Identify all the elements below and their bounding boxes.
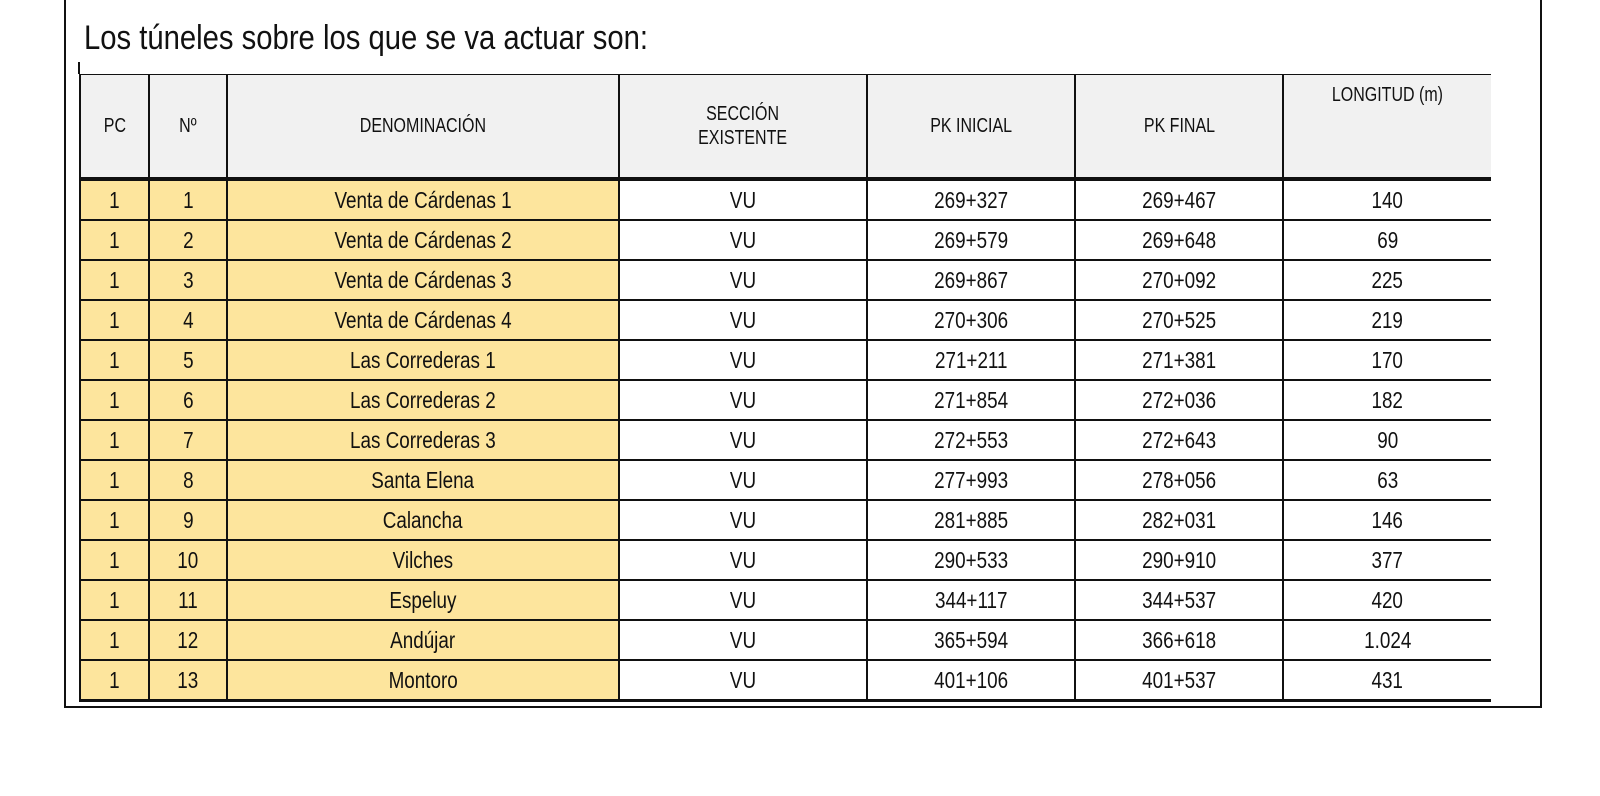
table-row [80, 179, 1491, 220]
cell-longitud: 140 [1283, 179, 1491, 220]
cell-longitud: 1.024 [1283, 620, 1491, 660]
column-header-pk-inicial: PK INICIAL [867, 75, 1075, 180]
cell-pk-final: 401+537 [1075, 660, 1283, 701]
cell-pk-inicial: 269+327 [867, 179, 1075, 220]
table-header-row [80, 75, 1491, 180]
cell-pk-inicial: 344+117 [867, 580, 1075, 620]
cell-pk-final: 290+910 [1075, 540, 1283, 580]
cell-pc: 1 [80, 540, 149, 580]
column-header-longitud: LONGITUD (m) [1283, 75, 1491, 180]
section-heading: Los túneles sobre los que se va actuar son: [84, 19, 649, 57]
cell-num: 1 [149, 179, 227, 220]
cell-longitud: 69 [1283, 220, 1491, 260]
column-header-pk-final: PK FINAL [1075, 75, 1283, 180]
column-header-pc: PC [80, 75, 149, 180]
cell-denominacion: Las Correderas 3 [227, 420, 619, 460]
table-row [80, 340, 1491, 380]
cell-seccion: VU [619, 300, 867, 340]
cell-denominacion: Montoro [227, 660, 619, 701]
cell-pc: 1 [80, 500, 149, 540]
cell-seccion: VU [619, 500, 867, 540]
cell-seccion: VU [619, 460, 867, 500]
cell-longitud: 63 [1283, 460, 1491, 500]
table-row [80, 580, 1491, 620]
cell-longitud: 431 [1283, 660, 1491, 701]
cell-longitud: 170 [1283, 340, 1491, 380]
cell-seccion: VU [619, 380, 867, 420]
cell-longitud: 377 [1283, 540, 1491, 580]
cell-pk-inicial: 271+854 [867, 380, 1075, 420]
cell-pc: 1 [80, 580, 149, 620]
table-row [80, 540, 1491, 580]
cell-denominacion: Las Correderas 2 [227, 380, 619, 420]
cell-seccion: VU [619, 620, 867, 660]
table-row [80, 260, 1491, 300]
cell-pk-inicial: 271+211 [867, 340, 1075, 380]
cell-pc: 1 [80, 620, 149, 660]
cell-pc: 1 [80, 260, 149, 300]
table-row [80, 220, 1491, 260]
cell-pk-final: 269+467 [1075, 179, 1283, 220]
cell-seccion: VU [619, 580, 867, 620]
cell-denominacion: Espeluy [227, 580, 619, 620]
cell-num: 3 [149, 260, 227, 300]
cell-denominacion: Andújar [227, 620, 619, 660]
cell-pk-final: 282+031 [1075, 500, 1283, 540]
cell-num: 5 [149, 340, 227, 380]
table-row [80, 460, 1491, 500]
cell-num: 6 [149, 380, 227, 420]
cell-denominacion: Santa Elena [227, 460, 619, 500]
table-row [80, 620, 1491, 660]
cell-num: 7 [149, 420, 227, 460]
column-header-num: Nº [149, 75, 227, 180]
column-header-seccion: SECCIÓN EXISTENTE [619, 75, 867, 180]
cell-pk-final: 278+056 [1075, 460, 1283, 500]
cell-seccion: VU [619, 660, 867, 701]
cell-seccion: VU [619, 420, 867, 460]
cell-num: 11 [149, 580, 227, 620]
cell-seccion: VU [619, 220, 867, 260]
cell-pc: 1 [80, 660, 149, 701]
cell-denominacion: Vilches [227, 540, 619, 580]
table-row [80, 500, 1491, 540]
cell-seccion: VU [619, 260, 867, 300]
table-row [80, 660, 1491, 701]
table-row [80, 300, 1491, 340]
cell-longitud: 182 [1283, 380, 1491, 420]
cell-pk-inicial: 272+553 [867, 420, 1075, 460]
cell-longitud: 146 [1283, 500, 1491, 540]
cell-pc: 1 [80, 460, 149, 500]
cell-pk-final: 272+643 [1075, 420, 1283, 460]
cell-pc: 1 [80, 179, 149, 220]
cell-num: 13 [149, 660, 227, 701]
cell-pc: 1 [80, 300, 149, 340]
cell-pk-final: 270+525 [1075, 300, 1283, 340]
cell-num: 2 [149, 220, 227, 260]
table-row [80, 380, 1491, 420]
cell-num: 10 [149, 540, 227, 580]
table-body [80, 179, 1491, 701]
cell-pk-inicial: 290+533 [867, 540, 1075, 580]
cell-denominacion: Las Correderas 1 [227, 340, 619, 380]
cell-pk-final: 272+036 [1075, 380, 1283, 420]
cell-pk-final: 366+618 [1075, 620, 1283, 660]
cell-pk-final: 271+381 [1075, 340, 1283, 380]
cell-pk-inicial: 365+594 [867, 620, 1075, 660]
cell-num: 8 [149, 460, 227, 500]
cell-longitud: 420 [1283, 580, 1491, 620]
cell-num: 12 [149, 620, 227, 660]
table-row [80, 420, 1491, 460]
cell-denominacion: Venta de Cárdenas 3 [227, 260, 619, 300]
cell-pc: 1 [80, 380, 149, 420]
cell-pc: 1 [80, 420, 149, 460]
cell-pk-final: 270+092 [1075, 260, 1283, 300]
tunnels-table [79, 74, 1491, 702]
cell-pk-inicial: 281+885 [867, 500, 1075, 540]
cell-seccion: VU [619, 179, 867, 220]
cell-pk-inicial: 269+579 [867, 220, 1075, 260]
cell-longitud: 219 [1283, 300, 1491, 340]
cell-pk-final: 344+537 [1075, 580, 1283, 620]
cell-pc: 1 [80, 340, 149, 380]
cell-seccion: VU [619, 540, 867, 580]
cell-denominacion: Venta de Cárdenas 4 [227, 300, 619, 340]
cell-pk-inicial: 277+993 [867, 460, 1075, 500]
cell-denominacion: Venta de Cárdenas 2 [227, 220, 619, 260]
cell-denominacion: Calancha [227, 500, 619, 540]
cell-pk-final: 269+648 [1075, 220, 1283, 260]
cell-pk-inicial: 401+106 [867, 660, 1075, 701]
cell-pc: 1 [80, 220, 149, 260]
cell-longitud: 90 [1283, 420, 1491, 460]
cell-longitud: 225 [1283, 260, 1491, 300]
cell-pk-inicial: 270+306 [867, 300, 1075, 340]
table-left-rule [78, 62, 80, 74]
cell-num: 9 [149, 500, 227, 540]
cell-denominacion: Venta de Cárdenas 1 [227, 179, 619, 220]
column-header-denominacion: DENOMINACIÓN [227, 75, 619, 180]
cell-pk-inicial: 269+867 [867, 260, 1075, 300]
cell-seccion: VU [619, 340, 867, 380]
cell-num: 4 [149, 300, 227, 340]
